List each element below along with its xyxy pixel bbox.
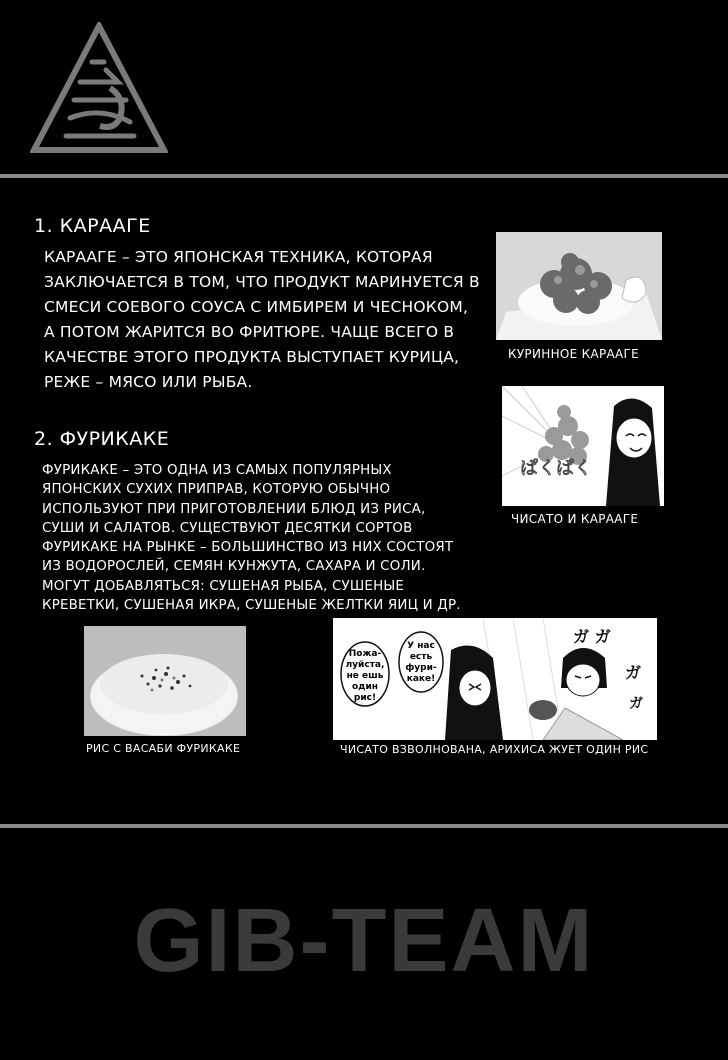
section1-text: КАРААГЕ – ЭТО ЯПОНСКАЯ ТЕХНИКА, КОТОРАЯ ЗАКЛЮЧАЕТСЯ В ТОМ, ЧТО ПРОДУКТ МАРИНУЕТСЯ В СМЕСИ СОЕВОГО СОУСА С ИМБИРЕМ И ЧЕСНОКОМ, А ПОТОМ ЖАРИТСЯ ВО ФРИТЮРЕ. ЧАЩЕ ВСЕГО В КАЧЕСТВЕ ЭТОГО ПРОДУКТА ВЫСТУПАЕТ КУРИЦА, РЕЖЕ – МЯСО ИЛИ РЫБА. [44,248,480,391]
section2-heading: 2. ФУРИКАКЕ [34,428,170,450]
rice-furikake-photo [84,626,246,736]
karaage-photo [496,232,662,340]
caption-chicken-karaage: КУРИННОЕ КАРААГЕ [508,347,640,361]
bottom-divider [0,824,728,828]
bubble-left-4: один [352,682,378,692]
watermark: GIB-TEAM [133,891,595,991]
top-divider [0,174,728,178]
bubble-left-5: рис! [353,693,377,703]
bubble-left-2: луйста, [345,660,385,670]
chisato-excited-panel [333,618,657,740]
bubble-right-3: фури- [405,663,437,673]
triangle-emblem-icon [30,22,168,154]
caption-chisato-excited: ЧИСАТО ВЗВОЛНОВАНА, АРИХИСА ЖУЕТ ОДИН РИС [340,743,649,756]
bubble-right-2: есть [409,652,433,662]
bubble-left-3: не ешь [346,671,384,681]
section2-text: ФУРИКАКЕ – ЭТО ОДНА ИЗ САМЫХ ПОПУЛЯРНЫХ ЯПОНСКИХ СУХИХ ПРИПРАВ, КОТОРУЮ ОБЫЧНО ИСПОЛЬЗУЮТ ПРИ ПРИГОТОВЛЕНИИ БЛЮД ИЗ РИСА, СУШИ И САЛАТОВ. СУЩЕСТВУЮТ ДЕСЯТКИ СОРТОВ ФУРИКАКЕ НА РЫНКЕ – БОЛЬШИНСТВО ИЗ НИХ СОСТОЯТ ИЗ ВОДОРОСЛЕЙ, СЕМЯН КУНЖУТА, САХАРА И СОЛИ. МОГУТ ДОБАВЛЯТЬСЯ: СУШЕНАЯ РЫБА, СУШЕНЫЕ КРЕВЕТКИ, СУШЕНАЯ ИКРА, СУШЕНЫЕ ЖЕЛТКИ ЯИЦ И ДР. [42,463,461,614]
chisato-karaage-panel [502,386,664,506]
caption-rice-furikake: РИС С ВАСАБИ ФУРИКАКЕ [86,742,241,755]
svg-text:ガ: ガ [629,696,643,712]
svg-text:ガ ガ: ガ ガ [573,627,611,646]
bubble-right-4: каке! [406,674,436,684]
svg-text:ぱくぱく: ぱくぱく [520,458,592,479]
bubble-left-1: Пожа- [348,649,382,659]
bubble-right-1: У нас [407,641,435,651]
svg-text:ガ: ガ [625,663,642,682]
section1-heading: 1. КАРААГЕ [34,215,151,237]
caption-chisato-karaage: ЧИСАТО И КАРААГЕ [511,512,639,526]
